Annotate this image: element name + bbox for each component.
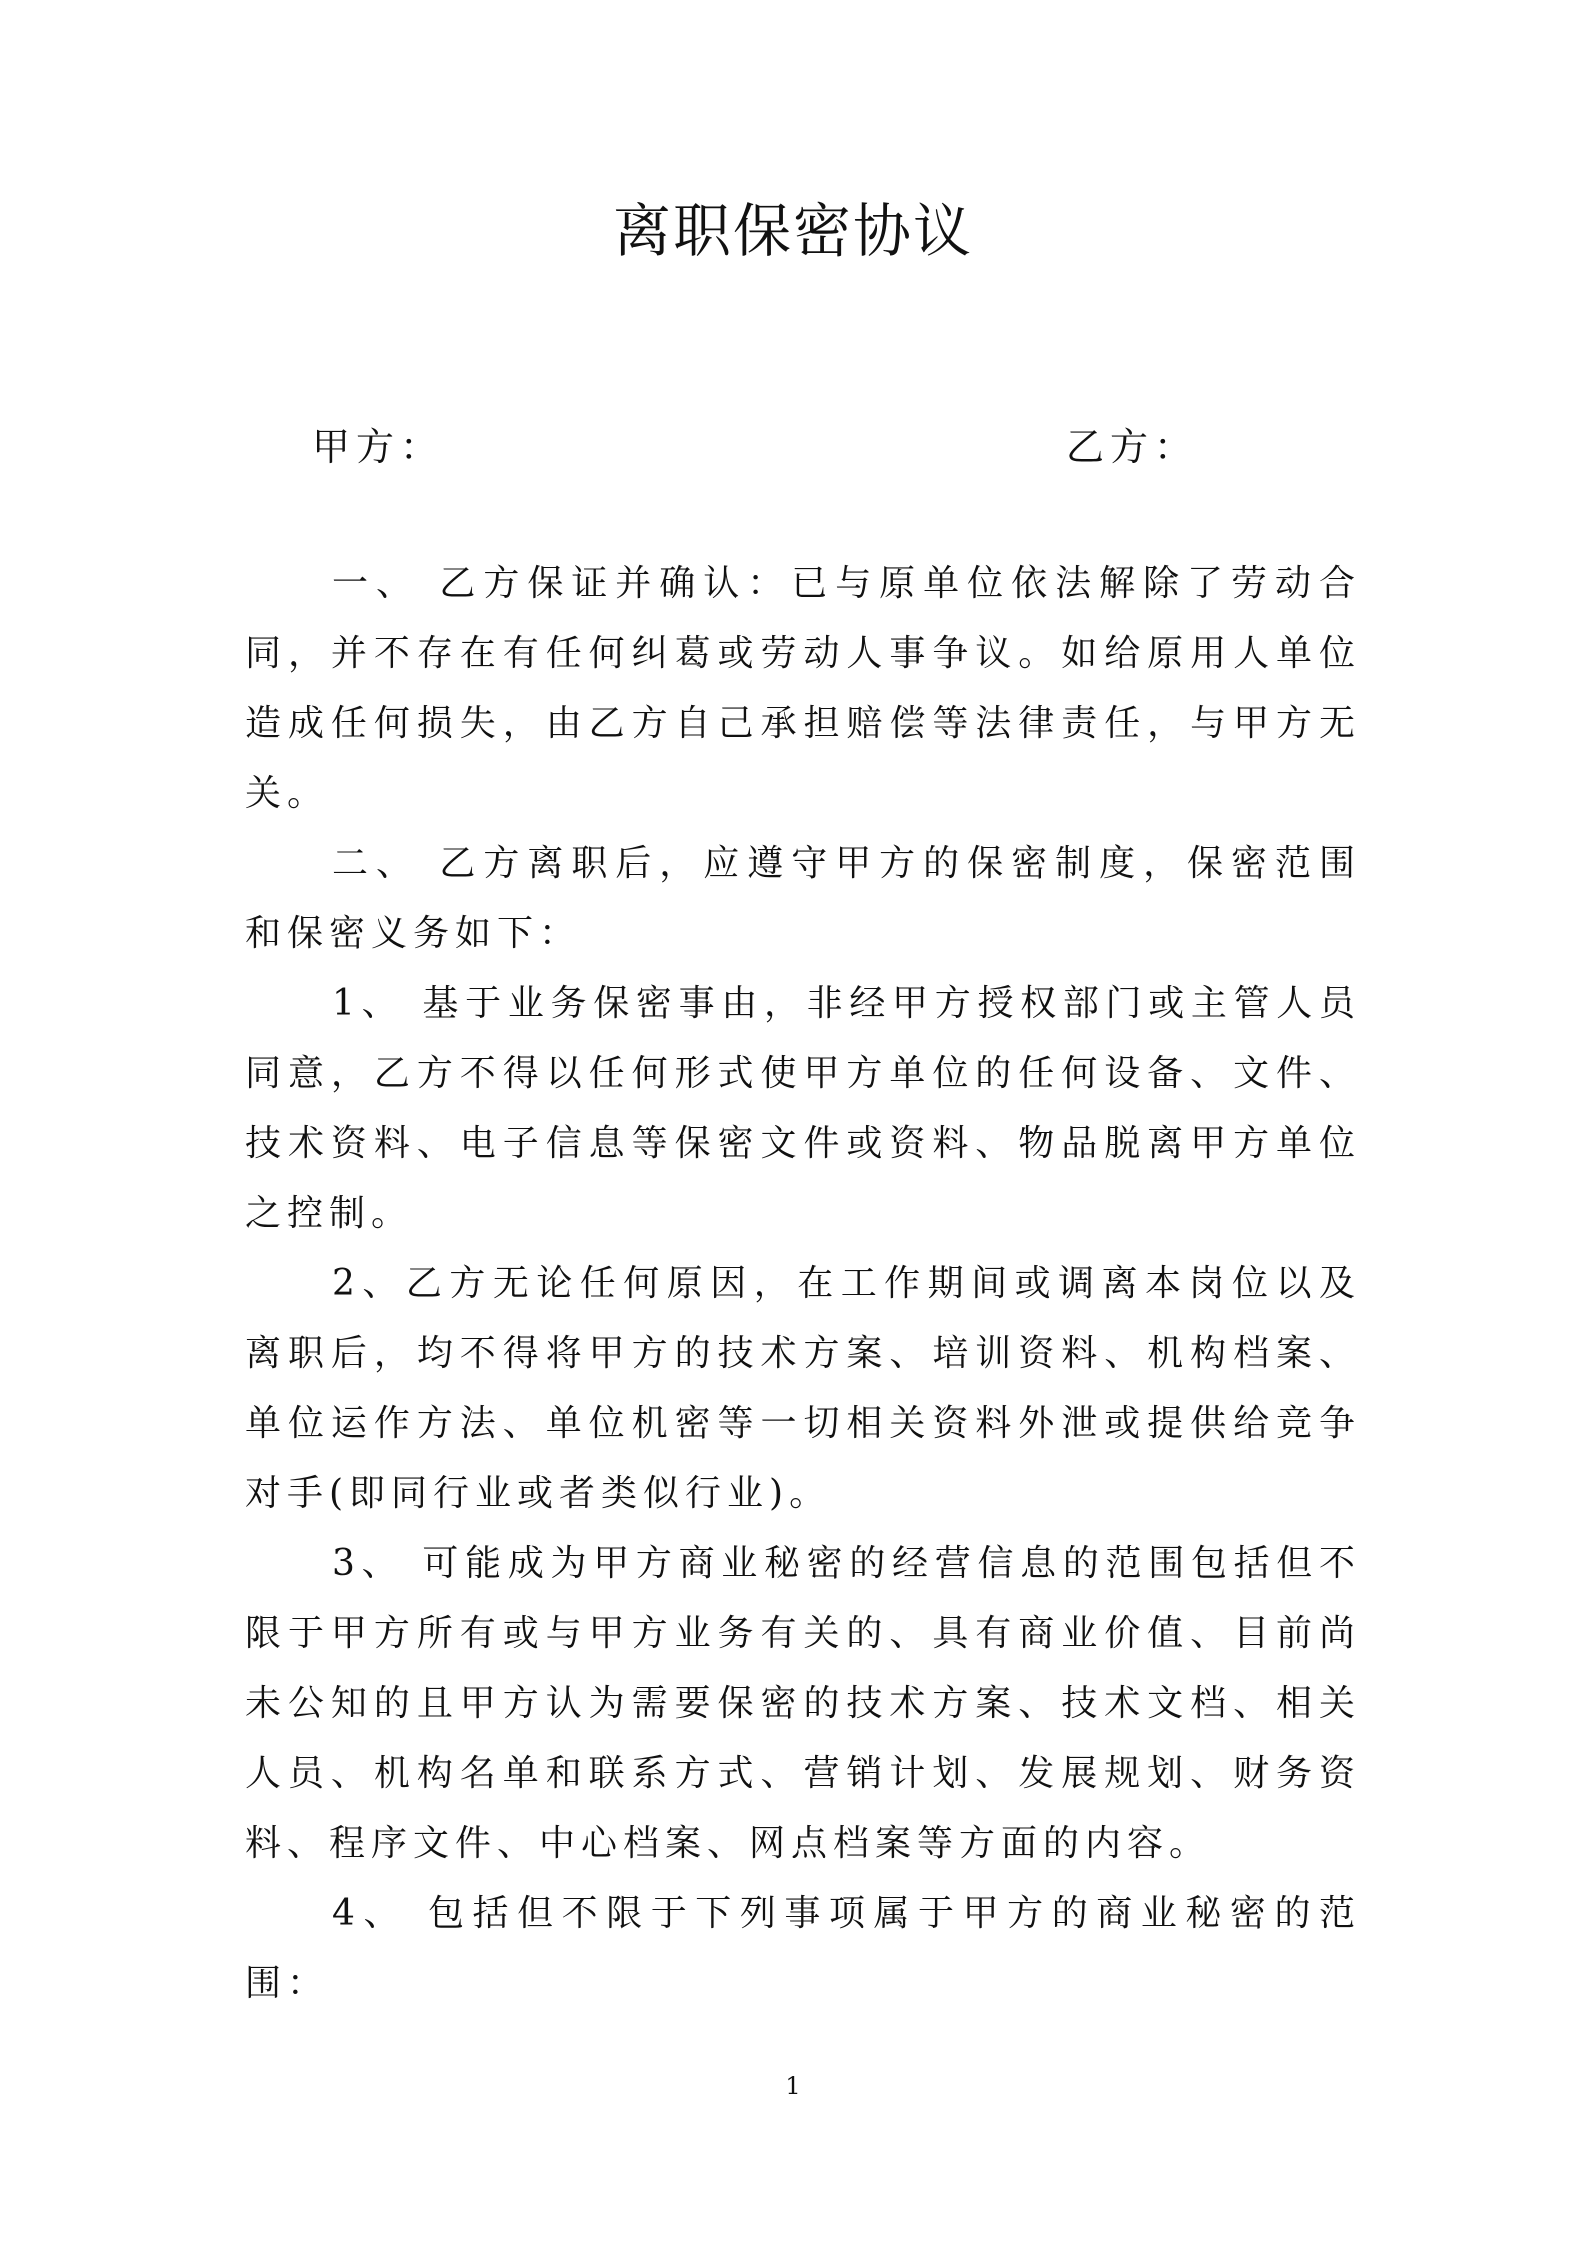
paragraph xyxy=(245,1879,1355,2019)
party-a-label: 甲方： xyxy=(312,425,445,469)
paragraph xyxy=(245,549,1355,829)
paragraph-line: 对手(即同行业或者类似行业)。 xyxy=(245,1473,832,1514)
paragraph xyxy=(245,1249,1355,1529)
paragraph-line: 造成任何损失，由乙方自己承担赔偿等法律责任，与甲方无 xyxy=(245,703,1355,744)
paragraph-line: 离职后，均不得将甲方的技术方案、培训资料、机构档案、 xyxy=(245,1333,1355,1374)
paragraph xyxy=(245,829,1355,969)
paragraph-line: 之控制。 xyxy=(245,1193,414,1234)
paragraph-line: 和保密义务如下： xyxy=(245,913,582,954)
paragraph-line: 单位运作方法、单位机密等一切相关资料外泄或提供给竞争 xyxy=(245,1403,1355,1444)
paragraph-line: 技术资料、电子信息等保密文件或资料、物品脱离甲方单位 xyxy=(245,1123,1355,1164)
paragraph-line: 4、 包括但不限于下列事项属于甲方的商业秘密的范 xyxy=(332,1893,1355,1934)
paragraph-line: 2、乙方无论任何原因，在工作期间或调离本岗位以及 xyxy=(332,1263,1355,1304)
page-number: 1 xyxy=(785,2072,801,2100)
paragraph-line: 未公知的且甲方认为需要保密的技术方案、技术文档、相关 xyxy=(245,1683,1355,1724)
paragraph-line: 同意，乙方不得以任何形式使甲方单位的任何设备、文件、 xyxy=(245,1053,1355,1094)
paragraph-line: 料、程序文件、中心档案、网点档案等方面的内容。 xyxy=(245,1823,1212,1864)
paragraph-line: 限于甲方所有或与甲方业务有关的、具有商业价值、目前尚 xyxy=(245,1613,1355,1654)
paragraph-line: 关。 xyxy=(245,773,330,814)
paragraph xyxy=(245,969,1355,1249)
document-title: 离职保密协议 xyxy=(612,197,973,265)
paragraph-line: 围： xyxy=(245,1963,330,2004)
paragraph-line: 1、 基于业务保密事由，非经甲方授权部门或主管人员 xyxy=(332,983,1355,1024)
paragraph xyxy=(245,1529,1355,1879)
paragraph-line: 二、 乙方离职后，应遵守甲方的保密制度，保密范围 xyxy=(332,843,1355,884)
paragraph-line: 人员、机构名单和联系方式、营销计划、发展规划、财务资 xyxy=(245,1753,1355,1794)
party-b-label: 乙方： xyxy=(1066,425,1199,469)
paragraph-line: 3、 可能成为甲方商业秘密的经营信息的范围包括但不 xyxy=(332,1543,1355,1584)
paragraph-line: 一、 乙方保证并确认：已与原单位依法解除了劳动合 xyxy=(332,563,1355,604)
document-body xyxy=(245,549,1355,2019)
paragraph-line: 同，并不存在有任何纠葛或劳动人事争议。如给原用人单位 xyxy=(245,633,1355,674)
